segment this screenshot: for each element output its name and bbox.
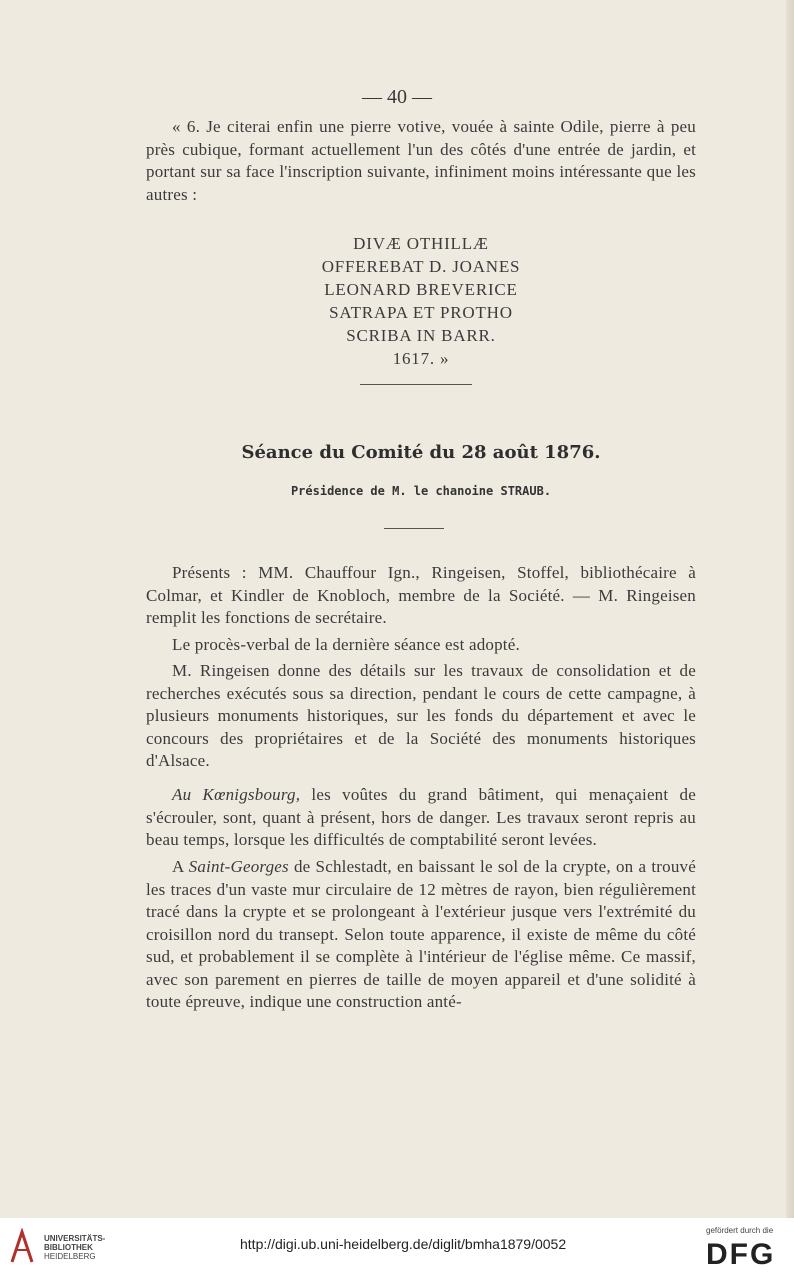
paragraph-intro-text: « 6. Je citerai enfin une pierre votive, vouée à sainte Odile, pierre à peu près cubique, formant actuellement l'un des côtés d'une entrée de jardin, et portant sur sa face l'inscription suivante, infiniment moins intéressante que les autres : bbox=[146, 117, 696, 204]
inscription-line: OFFEREBAT D. JOANES bbox=[321, 257, 521, 276]
paragraph-prefix: A bbox=[172, 857, 189, 876]
paragraph-presents bbox=[146, 562, 696, 630]
presidency-line: Présidence de M. le chanoine STRAUB. bbox=[290, 484, 552, 498]
page-edge bbox=[786, 0, 794, 1218]
paragraph-saint-georges-text: de Schlestadt, en baissant le sol de la crypte, on a trouvé les traces d'un vaste mur circulaire de 12 mètres de rayon, bien régulièrement tracé dans la crypte et se prolongeant à l'extérieur jusque vers l'extrémité du croisillon nord du transept. Selon toute apparence, il existe de même du côté sud, et probablement il se complète à l'intérieur de l'église même. Ce massif, avec son parement en pierres de taille de moyen appareil et d'une solidité à toute épreuve, indique une construction anté- bbox=[146, 857, 696, 1011]
inscription-line: DIVÆ OTHILLÆ bbox=[353, 234, 489, 253]
library-name bbox=[44, 1234, 105, 1261]
inscription-line: SCRIBA IN BARR. bbox=[346, 326, 496, 345]
paragraph-intro bbox=[146, 116, 696, 206]
section-title: Séance du Comité du 28 août 1876. bbox=[241, 442, 601, 463]
paragraph-saint-georges bbox=[146, 856, 696, 1014]
inscription-line: LEONARD BREVERICE bbox=[324, 280, 518, 299]
inscription-line: SATRAPA ET PROTHO bbox=[329, 303, 513, 322]
paragraph-proces-verbal bbox=[146, 634, 696, 657]
paragraph-koenigsbourg bbox=[146, 784, 696, 852]
page-number: — 40 — bbox=[362, 86, 432, 108]
library-logo-icon bbox=[8, 1228, 36, 1266]
paragraph-koenigsbourg-text: les voûtes du grand bâtiment, qui menaçaient de s'écrouler, sont, quant à présent, hors de danger. Les travaux seront repris au beau temps, lorsque les difficultés de comptabilité seront levées. bbox=[146, 785, 696, 849]
dfg-logo: DFG bbox=[706, 1238, 776, 1271]
funded-by-label: gefördert durch die bbox=[706, 1226, 774, 1235]
paragraph-ringeisen bbox=[146, 660, 696, 773]
permalink-url[interactable]: http://digi.ub.uni-heidelberg.de/diglit/bmha1879/0052 bbox=[240, 1236, 567, 1252]
inscription-line: 1617. » bbox=[392, 349, 450, 368]
paragraph-ringeisen-text: M. Ringeisen donne des détails sur les travaux de consolidation et de recherches exécutés sous sa direction, pendant le cours de cette campagne, à plusieurs monuments historiques, sur les fonds du département et avec le concours des propriétaires et de la Société des monuments historiques d'Alsace. bbox=[146, 661, 696, 770]
library-line: BIBLIOTHEK bbox=[44, 1243, 93, 1252]
library-line: UNIVERSITÄTS- bbox=[44, 1234, 106, 1243]
paragraph-proces-verbal-text: Le procès-verbal de la dernière séance est adopté. bbox=[172, 635, 520, 654]
library-line: HEIDELBERG bbox=[44, 1252, 96, 1261]
place-saint-georges: Saint-Georges bbox=[188, 857, 289, 876]
divider-rule bbox=[360, 384, 472, 385]
paragraph-presents-text: Présents : MM. Chauffour Ign., Ringeisen, Stoffel, bibliothécaire à Colmar, et Kindler de Knobloch, membre de la Société. — M. Ringeisen remplit les fonctions de secrétaire. bbox=[146, 563, 696, 627]
place-koenigsbourg: Au Kœnigsbourg, bbox=[172, 785, 301, 804]
footer-bar bbox=[0, 1218, 794, 1276]
inscription-block bbox=[146, 232, 696, 370]
divider-rule-short bbox=[384, 528, 444, 529]
